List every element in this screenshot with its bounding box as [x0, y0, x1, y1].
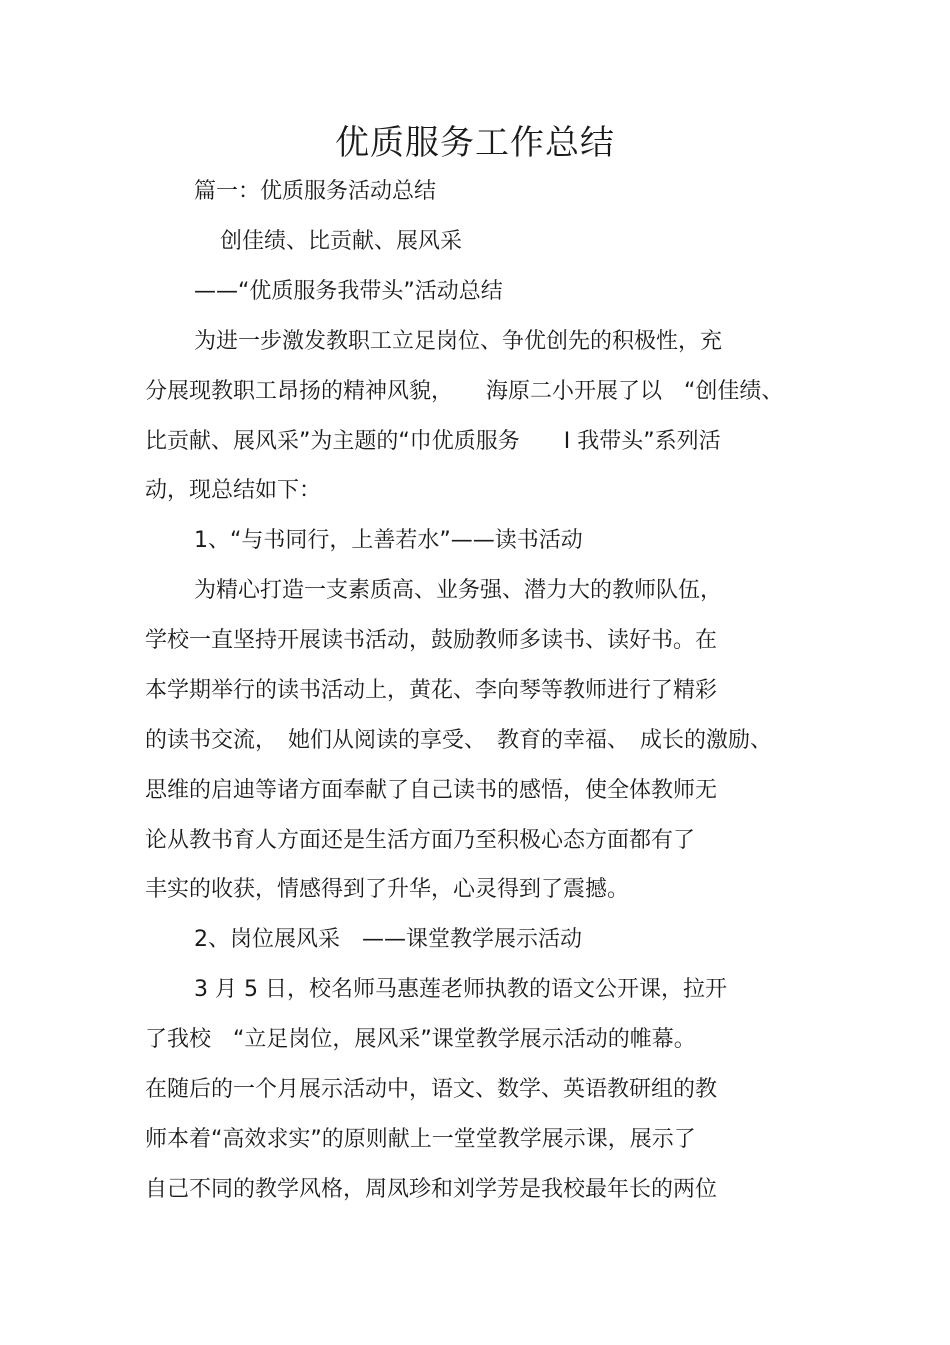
section-heading: 1、“与书同行，上善若水”——读书活动 — [194, 528, 583, 553]
section-heading: 篇一：优质服务活动总结 — [194, 179, 437, 204]
section-heading: 2、岗位展风采 ——课堂教学展示活动 — [194, 927, 582, 952]
subtitle-line: ——“优质服务我带头”活动总结 — [194, 279, 503, 304]
paragraph-line: 论从教书育人方面还是生活方面乃至积极心态方面都有了 — [145, 828, 696, 853]
paragraph-line: 了我校 “立足岗位，展风采”课堂教学展示活动的帷幕。 — [145, 1027, 696, 1052]
paragraph-line: 师本着“高效求实”的原则献上一堂堂教学展示课，展示了 — [145, 1127, 696, 1152]
paragraph-line: 思维的启迪等诸方面奉献了自己读书的感悟，使全体教师无 — [145, 778, 718, 803]
paragraph-line: 3 月 5 日，校名师马惠莲老师执教的语文公开课，拉开 — [194, 977, 727, 1002]
paragraph-line: 为进一步激发教职工立足岗位、争优创先的积极性，充 — [194, 329, 723, 354]
document-title: 优质服务工作总结 — [335, 123, 615, 163]
paragraph-line: 分展现教职工昂扬的精神风貌， 海原二小开展了以 “创佳绩、 — [145, 379, 784, 404]
paragraph-line: 自己不同的教学风格，周凤珍和刘学芳是我校最年长的两位 — [145, 1177, 718, 1202]
paragraph-line: 的读书交流， 她们从阅读的享受、 教育的幸福、 成长的激励、 — [145, 728, 773, 753]
paragraph-line: 在随后的一个月展示活动中，语文、数学、英语教研组的教 — [145, 1077, 718, 1102]
paragraph-line: 丰实的收获，情感得到了升华，心灵得到了震撼。 — [145, 877, 630, 902]
paragraph-line: 学校一直坚持开展读书活动，鼓励教师多读书、读好书。在 — [145, 628, 718, 653]
paragraph-line: 动，现总结如下： — [145, 478, 322, 503]
paragraph-line: 比贡献、展风采”为主题的“巾优质服务 I 我带头”系列活 — [145, 429, 721, 454]
paragraph-line: 为精心打造一支素质高、业务强、潜力大的教师队伍， — [194, 578, 723, 603]
subtitle-line: 创佳绩、比贡献、展风采 — [220, 229, 463, 254]
paragraph-line: 本学期举行的读书活动上，黄花、李向琴等教师进行了精彩 — [145, 678, 718, 703]
